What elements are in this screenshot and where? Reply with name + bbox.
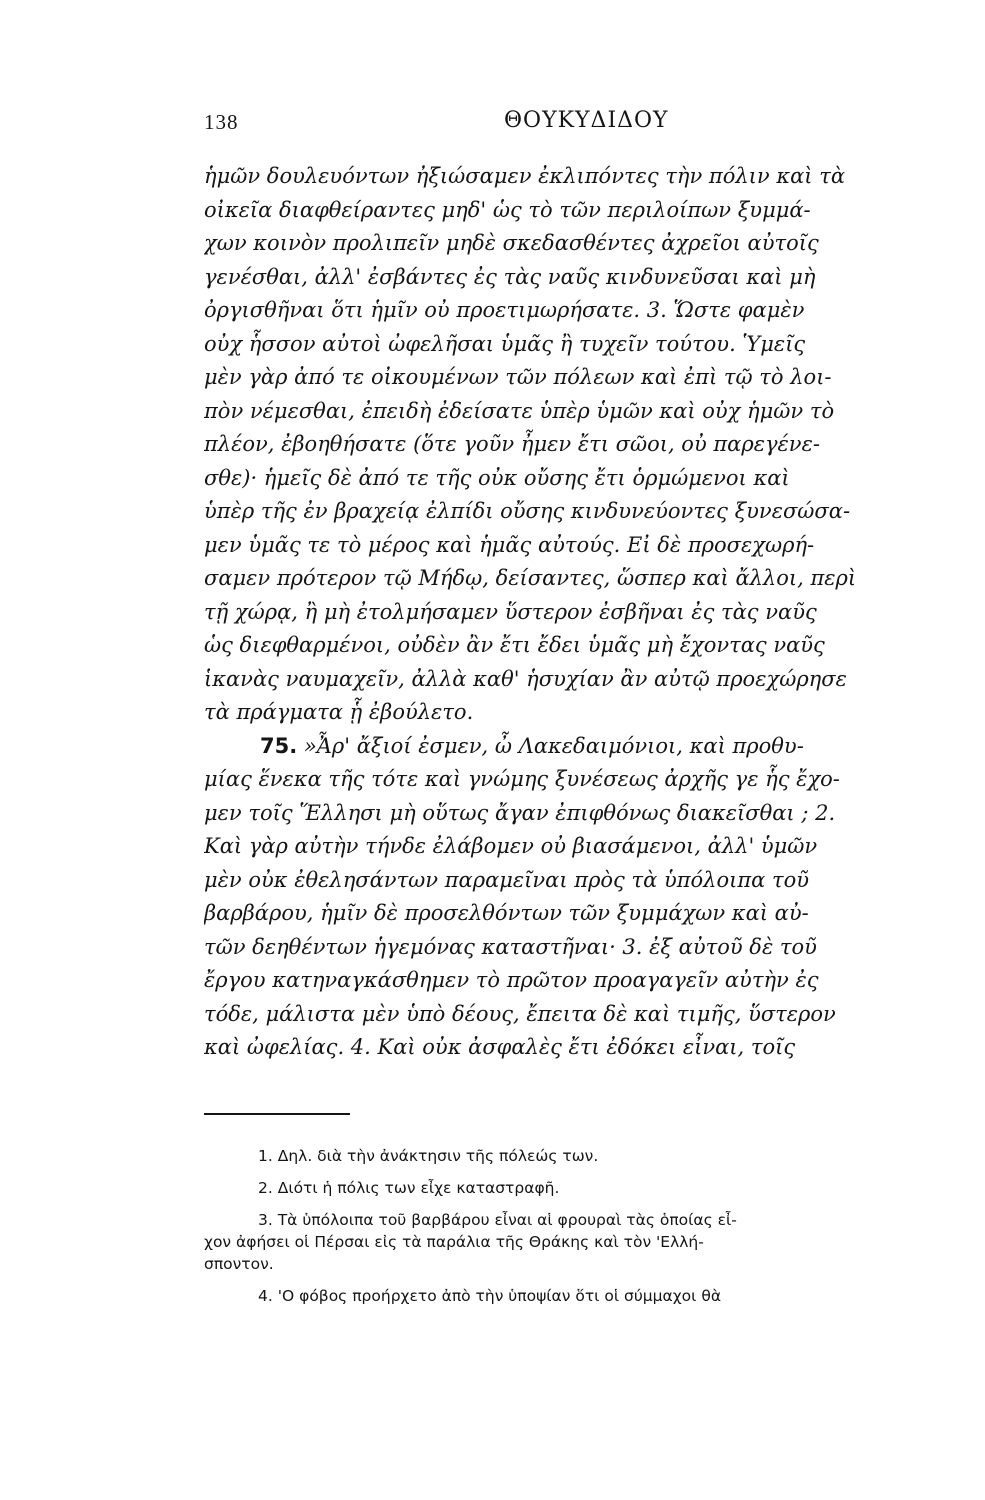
text-line: πλέον, ἐβοηθήσατε (ὅτε γοῦν ἦμεν ἔτι σῶοι, οὐ παρεγένε- xyxy=(204,432,820,456)
text-line: μεν τοῖς Ἕλλησι μὴ οὕτως ἄγαν ἐπιφθόνως διακεῖσθαι ; 2. xyxy=(204,800,836,825)
text-line: χων κοινὸν προλιπεῖν μηδὲ σκεδασθέντες ἀχρεῖοι αὐτοῖς xyxy=(204,231,819,255)
chapter-number: 75. xyxy=(260,733,298,758)
footnote-divider xyxy=(204,1113,350,1115)
text-line: σαμεν πρότερον τῷ Μήδῳ, δείσαντες, ὥσπερ καὶ ἄλλοι, περὶ xyxy=(204,566,857,590)
text-line: ἡμῶν δουλευόντων ἠξιώσαμεν ἐκλιπόντες τὴν πόλιν καὶ τὰ xyxy=(204,164,846,188)
text-line: τῶν δεηθέντων ἡγεμόνας καταστῆναι· 3. ἐξ αὐτοῦ δὲ τοῦ xyxy=(204,934,817,959)
text-line: καὶ ὠφελίας. 4. Καὶ οὐκ ἀσφαλὲς ἔτι ἐδόκει εἶναι, τοῖς xyxy=(204,1035,796,1059)
text-line: μὲν γὰρ ἀπό τε οἰκουμένων τῶν πόλεων καὶ ἐπὶ τῷ τὸ λοι- xyxy=(204,365,832,389)
text-line: μίας ἕνεκα τῆς τότε καὶ γνώμης ξυνέσεως ἀρχῆς γε ἧς ἔχο- xyxy=(204,767,840,791)
text-line: ὑπὲρ τῆς ἐν βραχείᾳ ἐλπίδι οὔσης κινδυνεύοντες ξυνεσώσα- xyxy=(204,499,851,523)
text-line: βαρβάρου, ἡμῖν δὲ προσελθόντων τῶν ξυμμάχων καὶ αὐ- xyxy=(204,901,809,925)
text-line: ἔργου κατηναγκάσθημεν τὸ πρῶτον προαγαγεῖν αὐτὴν ἐς xyxy=(204,968,819,992)
footnote-3: 3. Τὰ ὑπόλοιπα τοῦ βαρβάρου εἶναι αἱ φρουραὶ τὰς ὁποίας εἶ- xyxy=(258,1211,737,1229)
text-line: οἰκεῖα διαφθείραντες μηδ' ὡς τὸ τῶν περιλοίπων ξυμμά- xyxy=(204,197,811,222)
text-line: ὀργισθῆναι ὅτι ἡμῖν οὐ προετιμωρήσατε. 3. Ὥστε φαμὲν xyxy=(204,298,805,322)
main-text xyxy=(204,160,966,1065)
footnotes xyxy=(204,1145,966,1307)
text-line: μεν ὑμᾶς τε τὸ μέρος καὶ ἡμᾶς αὐτούς. Εἰ δὲ προσεχωρή- xyxy=(204,532,815,557)
chapter-start-line xyxy=(204,730,966,764)
footnote-1: 1. Δηλ. διὰ τὴν ἀνάκτησιν τῆς πόλεώς των. xyxy=(258,1147,599,1165)
text-line: γενέσθαι, ἀλλ' ἐσβάντες ἐς τὰς ναῦς κινδυνεῦσαι καὶ μὴ xyxy=(204,264,816,289)
chapter-first-line: »Ἆρ' ἄξιοί ἐσμεν, ὦ Λακεδαιμόνιοι, καὶ προθυ- xyxy=(303,733,804,758)
footnote-4: 4. 'Ο φόβος προήρχετο ἀπὸ τὴν ὑποψίαν ὅτι οἱ σύμμαχοι θὰ xyxy=(258,1287,722,1305)
page-number: 138 xyxy=(204,110,239,134)
text-line: οὐχ ἧσσον αὐτοὶ ὠφελῆσαι ὑμᾶς ἢ τυχεῖν τούτου. Ὑμεῖς xyxy=(204,331,806,356)
text-line: μὲν οὐκ ἐθελησάντων παραμεῖναι πρὸς τὰ ὑπόλοιπα τοῦ xyxy=(204,867,810,892)
text-line: τὰ πράγματα ᾗ ἐβούλετο. xyxy=(204,700,474,724)
page-header xyxy=(204,104,964,138)
footnote-3-continued: χον ἀφήσει οἱ Πέρσαι εἰς τὰ παράλια τῆς Θράκης καὶ τὸν 'Ελλή- xyxy=(204,1233,704,1251)
text-line: ὡς διεφθαρμένοι, οὐδὲν ἂν ἔτι ἔδει ὑμᾶς μὴ ἔχοντας ναῦς xyxy=(204,633,825,657)
footnote-2: 2. Διότι ἡ πόλις των εἶχε καταστραφῆ. xyxy=(258,1179,560,1197)
text-line: Καὶ γὰρ αὐτὴν τήνδε ἐλάβομεν οὐ βιασάμενοι, ἀλλ' ὑμῶν xyxy=(204,834,818,858)
text-line: τῇ χώρᾳ, ἢ μὴ ἐτολμήσαμεν ὕστερον ἐσβῆναι ἐς τὰς ναῦς xyxy=(204,599,817,624)
text-line: τόδε, μάλιστα μὲν ὑπὸ δέους, ἔπειτα δὲ καὶ τιμῆς, ὕστερον xyxy=(204,1001,836,1026)
running-title: ΘΟΥΚΥΔΙΔΟΥ xyxy=(504,108,669,133)
text-line: σθε)· ἡμεῖς δὲ ἀπό τε τῆς οὐκ οὔσης ἔτι ὁρμώμενοι καὶ xyxy=(204,465,790,490)
footnote-3-continued: σποντον. xyxy=(204,1255,274,1273)
text-line: ἱκανὰς ναυμαχεῖν, ἀλλὰ καθ' ἡσυχίαν ἂν αὐτῷ προεχώρησε xyxy=(204,666,847,691)
text-line: πὸν νέμεσθαι, ἐπειδὴ ἐδείσατε ὑπὲρ ὑμῶν καὶ οὐχ ἡμῶν τὸ xyxy=(204,398,835,423)
